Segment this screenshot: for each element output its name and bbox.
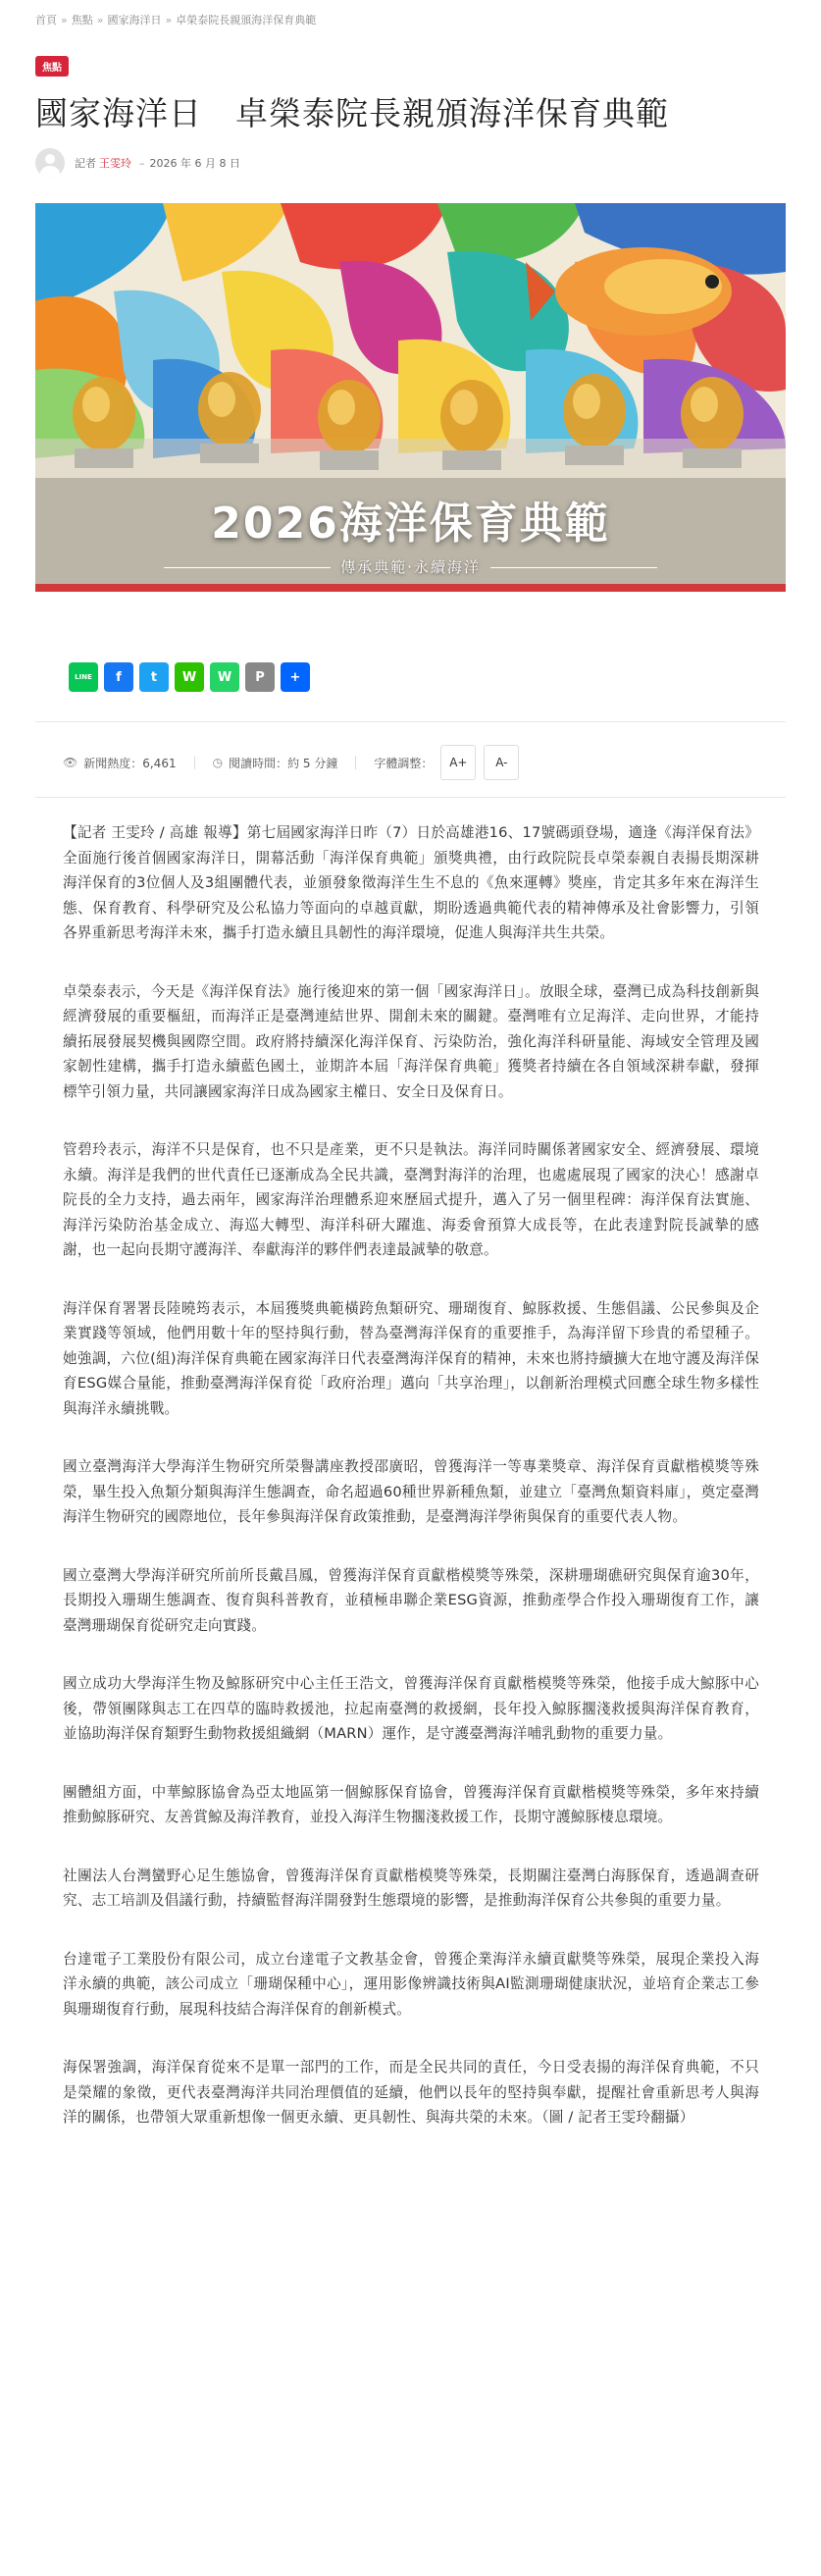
share-share-button[interactable] <box>281 662 310 692</box>
avatar[interactable] <box>35 148 65 178</box>
divider <box>35 797 786 798</box>
article-paragraph: 國立成功大學海洋生物及鯨豚研究中心主任王浩文，曾獲海洋保育貢獻楷模獎等殊榮，他接手成大鯨豚中心後，帶領團隊與志工在四草的臨時救援池，拉起南臺灣的救援網，長年投入鯨豚擱淺救援與海洋保育教育，並協助海洋保育類野生動物救援組織網（MARN）運作，是守護臺灣海洋哺乳動物的重要力量。 <box>63 1675 759 1742</box>
breadcrumb: 首頁 » 焦點 » 國家海洋日 » 卓榮泰院長親頒海洋保育典範 <box>35 14 317 26</box>
article-paragraph: 國立臺灣大學海洋研究所前所長戴昌鳳，曾獲海洋保育貢獻楷模獎等殊榮，深耕珊瑚礁研究與保育逾30年，長期投入珊瑚生態調查、復育與科普教育，並積極串聯企業ESG資源，推動產學合作投入珊瑚復育工作，讓臺灣珊瑚保育從研究走向實踐。 <box>63 1566 759 1634</box>
wechat-share-button[interactable] <box>175 662 204 692</box>
share-icon: + <box>289 669 301 685</box>
hero-subtitle: 傳承典範·永續海洋 <box>35 556 786 577</box>
clock-icon: ◷ <box>212 756 224 769</box>
article-paragraph: 卓榮泰表示，今天是《海洋保育法》施行後迎來的第一個「國家海洋日」。放眼全球，臺灣已成為科技創新與經濟發展的重要樞紐，而海洋正是臺灣連結世界、開創未來的關鍵。臺灣唯有立足海洋、走向世界，才能持續拓展發展契機與國際空間。政府將持續深化海洋保育、污染防治，強化海洋科研量能、海域安全管理及國家韌性建構，攜手打造永續藍色國土，並期許本屆「海洋保育典範」獲獎者持續在各自領域深耕奉獻，發揮標竿引領力量，共同讓國家海洋日成為國家主權日、安全日及保育日。 <box>63 982 759 1100</box>
breadcrumb-home[interactable]: 首頁 <box>35 14 57 26</box>
facebook-share-button[interactable] <box>104 662 133 692</box>
article-paragraph: 社團法人台灣蠻野心足生態協會，曾獲海洋保育貢獻楷模獎等殊榮，長期關注臺灣白海豚保育，透過調查研究、志工培訓及倡議行動，持續監督海洋開發對生態環境的影響，是推動海洋保育公共參與的重要力量。 <box>63 1866 759 1909</box>
article-paragraph: 管碧玲表示，海洋不只是保育，也不只是產業，更不只是執法。海洋同時關係著國家安全、經濟發展、環境永續。海洋是我們的世代責任已逐漸成為全民共識，臺灣對海洋的治理，也處處展現了國家的決心！感謝卓院長的全力支持，過去兩年，國家海洋治理體系迎來歷屆式提升，邁入了另一個里程碑：海洋保育法實施、海洋污染防治基金成立、海巡大轉型、海洋科研大躍進、海委會預算大成長等，在此表達對院長誠摯的感謝，也一起向長期守護海洋、奉獻海洋的夥伴們表達最誠摯的敬意。 <box>63 1141 759 1258</box>
article-paragraph: 國立臺灣海洋大學海洋生物研究所榮譽講座教授邵廣昭，曾獲海洋一等專業獎章、海洋保育貢獻楷模獎等殊榮，畢生投入魚類分類與海洋生態調查，命名超過60種世界新種魚類，並建立「臺灣魚類資料庫」，奠定臺灣海洋生物研究的國際地位，長年參與海洋保育政策推動，是臺灣海洋學術與保育的重要代表人物。 <box>63 1458 759 1525</box>
author-line: 記者 王雯玲 – 2026 年 6 月 8 日 <box>35 147 240 179</box>
breadcrumb-subsection[interactable]: 國家海洋日 <box>107 14 162 26</box>
eye-icon: 👁 <box>63 756 78 769</box>
publish-date: 2026 年 6 月 8 日 <box>149 157 240 170</box>
article-meta <box>63 746 519 779</box>
twitter-share-button[interactable] <box>139 662 169 692</box>
line-share-button[interactable] <box>69 662 98 692</box>
line-icon: LINE <box>75 673 92 681</box>
font-decrease-button[interactable]: A- <box>484 745 519 780</box>
article-paragraph: 台達電子工業股份有限公司，成立台達電子文教基金會，曾獲企業海洋永續貢獻獎等殊榮，展現企業投入海洋永續的典範，該公司成立「珊瑚保種中心」，運用影像辨識技術與AI監測珊瑚健康狀況，並培育企業志工參與珊瑚復育行動，展現科技結合海洋保育的創新模式。 <box>63 1950 759 2018</box>
divider <box>35 721 786 722</box>
whatsapp-share-button[interactable] <box>210 662 239 692</box>
article-paragraph: 【記者 王雯玲 / 高雄 報導】第七屆國家海洋日昨（7）日於高雄港16、17號碼頭登場，適逢《海洋保育法》全面施行後首個國家海洋日，開幕活動「海洋保育典範」頒獎典禮，由行政院院長卓榮泰親自表揚長期深耕海洋保育的3位個人及3組團體代表，並頒發象徵海洋生生不息的《魚來運轉》獎座，肯定其多年來在海洋生態、保育教育、科學研究及公私協力等面向的卓越貢獻，期盼透過典範代表的精神傳承及社會影響力，引領各界重新思考海洋未來，攜手打造永續且具韌性的海洋環境，促進人與海洋共生共榮。 <box>63 824 759 941</box>
print-icon: P <box>255 669 265 685</box>
breadcrumb-section[interactable]: 焦點 <box>71 14 93 26</box>
page-title: 國家海洋日 卓榮泰院長親頒海洋保育典範 <box>35 94 669 132</box>
whatsapp-icon: W <box>217 669 232 685</box>
font-increase-button[interactable]: A+ <box>440 745 476 780</box>
article-paragraph: 海保署強調，海洋保育從來不是單一部門的工作，而是全民共同的責任，今日受表揚的海洋保育典範，不只是榮耀的象徵，更代表臺灣海洋共同治理價值的延續，他們以長年的堅持與奉獻，提醒社會重新思考人與海洋的關係，也帶領大眾重新想像一個更永續、更具韌性、與海共榮的未來。（圖 / 記者王雯玲翻攝） <box>63 2059 759 2126</box>
views-count: 👁 新聞熱度：6,461 <box>63 756 177 770</box>
breadcrumb-current: 卓榮泰院長親頒海洋保育典範 <box>176 14 317 26</box>
facebook-icon: f <box>116 669 122 685</box>
share-bar <box>69 662 310 692</box>
twitter-icon: t <box>150 669 158 685</box>
hero-title: 2026海洋保育典範 <box>211 499 610 549</box>
wechat-icon: W <box>181 669 197 685</box>
print-share-button[interactable] <box>245 662 275 692</box>
category-badge[interactable]: 焦點 <box>35 56 69 77</box>
author-prefix: 記者 <box>75 157 96 170</box>
article-paragraph: 海洋保育署署長陸曉筠表示，本屆獲獎典範橫跨魚類研究、珊瑚復育、鯨豚救援、生態倡議、公民參與及企業實踐等領域，他們用數十年的堅持與行動，替為臺灣海洋保育的重要推手，為海洋留下珍貴的希望種子。她強調，六位(組)海洋保育典範在國家海洋日代表臺灣海洋保育的精神，未來也將持續擴大在地守護及海洋保育ESG媒合量能，推動臺灣海洋保育從「政府治理」邁向「共享治理」，以創新治理模式回應全球生物多樣性與海洋永續挑戰。 <box>63 1299 759 1417</box>
article-body <box>63 820 759 2164</box>
article-paragraph: 團體組方面，中華鯨豚協會為亞太地區第一個鯨豚保育協會，曾獲海洋保育貢獻楷模獎等殊榮，多年來持續推動鯨豚研究、友善賞鯨及海洋教育，並投入海洋生物擱淺救援工作，長期守護鯨豚棲息環境。 <box>63 1783 759 1825</box>
font-size-control: 字體調整： A+ A- <box>374 745 519 780</box>
author-name-link[interactable]: 王雯玲 <box>99 157 131 170</box>
read-time: ◷ 閱讀時間：約 5 分鐘 <box>212 756 338 770</box>
hero-image <box>35 203 786 625</box>
